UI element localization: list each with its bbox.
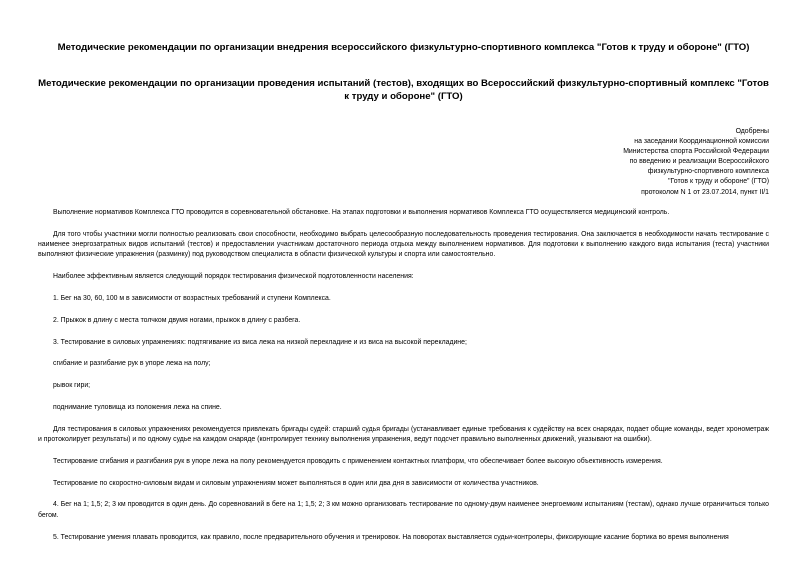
paragraph: 2. Прыжок в длину с места толчком двумя ногами, прыжок в длину с разбега.: [53, 316, 301, 324]
approval-line: "Готов к труду и обороне" (ГТО): [668, 178, 769, 186]
approval-line: физкультурно-спортивного комплекса: [647, 168, 769, 176]
paragraph: 3. Тестирование в силовых упражнениях: подтягивание из виса лежа на низкой перекладине и из виса на высокой перекладине;: [53, 338, 467, 346]
paragraph: Наиболее эффективным является следующий порядок тестирования физической подготовленности населения:: [53, 273, 414, 281]
approval-line: Одобрены: [735, 128, 769, 135]
paragraph: поднимание туловища из положения лежа на спине.: [53, 403, 222, 411]
paragraph: Для того чтобы участники могли полностью реализовать свои способности, необходимо выбрать целесообразную последовательность проведения тестирования. Она заключается в необходимости начать тестирование с наименее энергозатратных видов испытаний (тестов) и предоставлении участникам достаточного периода отдыха между выполнением нормативов. Для подготовки к выполнению каждого вида испытания (теста) участники выполняют физические упражнения (разминку) под руководством специалиста в области физической культуры и спорта или самостоятельно.: [38, 230, 769, 259]
approval-block: [589, 127, 769, 198]
paragraph: Тестирование сгибания и разгибания рук в упоре лежа на полу рекомендуется проводить с применением контактных платформ, что обеспечивает более высокую объективность измерения.: [53, 457, 663, 465]
approval-line: протоколом N 1 от 23.07.2014, пункт II/1: [641, 188, 769, 196]
approval-line: Министерства спорта Российской Федерации: [623, 148, 769, 156]
approval-line: на заседании Координационной комиссии: [634, 138, 769, 146]
paragraph: Для тестирования в силовых упражнениях рекомендуется привлекать бригады судей: старший судья бригады (устанавливает единые требования к судейству на всех снарядах, подает общие команды, ведет хронометраж и протоколирует результаты) и по одному судье на каждом снаряде (контролирует технику выполнения упражнения, ведут подсчет правильно выполненных движений, указывают на ошибки).: [38, 425, 769, 444]
paragraph: 1. Бег на 30, 60, 100 м в зависимости от возрастных требований и ступени Комплекса.: [53, 294, 331, 302]
document-subtitle: Методические рекомендации по организации проведения испытаний (тестов), входящих во Всероссийский физкультурно-спортивный комплекс "Готов к труду и обороне" (ГТО): [38, 78, 769, 102]
paragraph: 5. Тестирование умения плавать проводится, как правило, после предварительного обучения и тренировок. На поворотах выставляется судьи-контролеры, фиксирующие касание бортика во время выполнения: [53, 533, 729, 541]
paragraph: сгибание и разгибание рук в упоре лежа на полу;: [53, 360, 211, 368]
paragraph: Выполнение нормативов Комплекса ГТО проводится в соревновательной обстановке. На этапах подготовки и выполнения нормативов Комплекса ГТО осуществляется медицинский контроль.: [53, 209, 670, 216]
document-title: Методические рекомендации по организации внедрения всероссийского физкультурно-спортивного комплекса "Готов к труду и обороне" (ГТО): [57, 42, 750, 53]
paragraph: рывок гири;: [53, 382, 91, 390]
document-body: [38, 208, 769, 554]
paragraph: 4. Бег на 1; 1,5; 2; 3 км проводится в один день. До соревнований в беге на 1; 1,5; 2; 3 км можно организовать тестирование по одному-двум наименее энергоемким испытаниям (тестам), однако лучше ограничиться только бегом.: [38, 501, 769, 519]
paragraph: Тестирование по скоростно-силовым видам и силовым упражнениям может выполняться в один или два дня в зависимости от количества участников.: [53, 479, 539, 487]
approval-line: по введению и реализации Всероссийского: [629, 158, 769, 166]
